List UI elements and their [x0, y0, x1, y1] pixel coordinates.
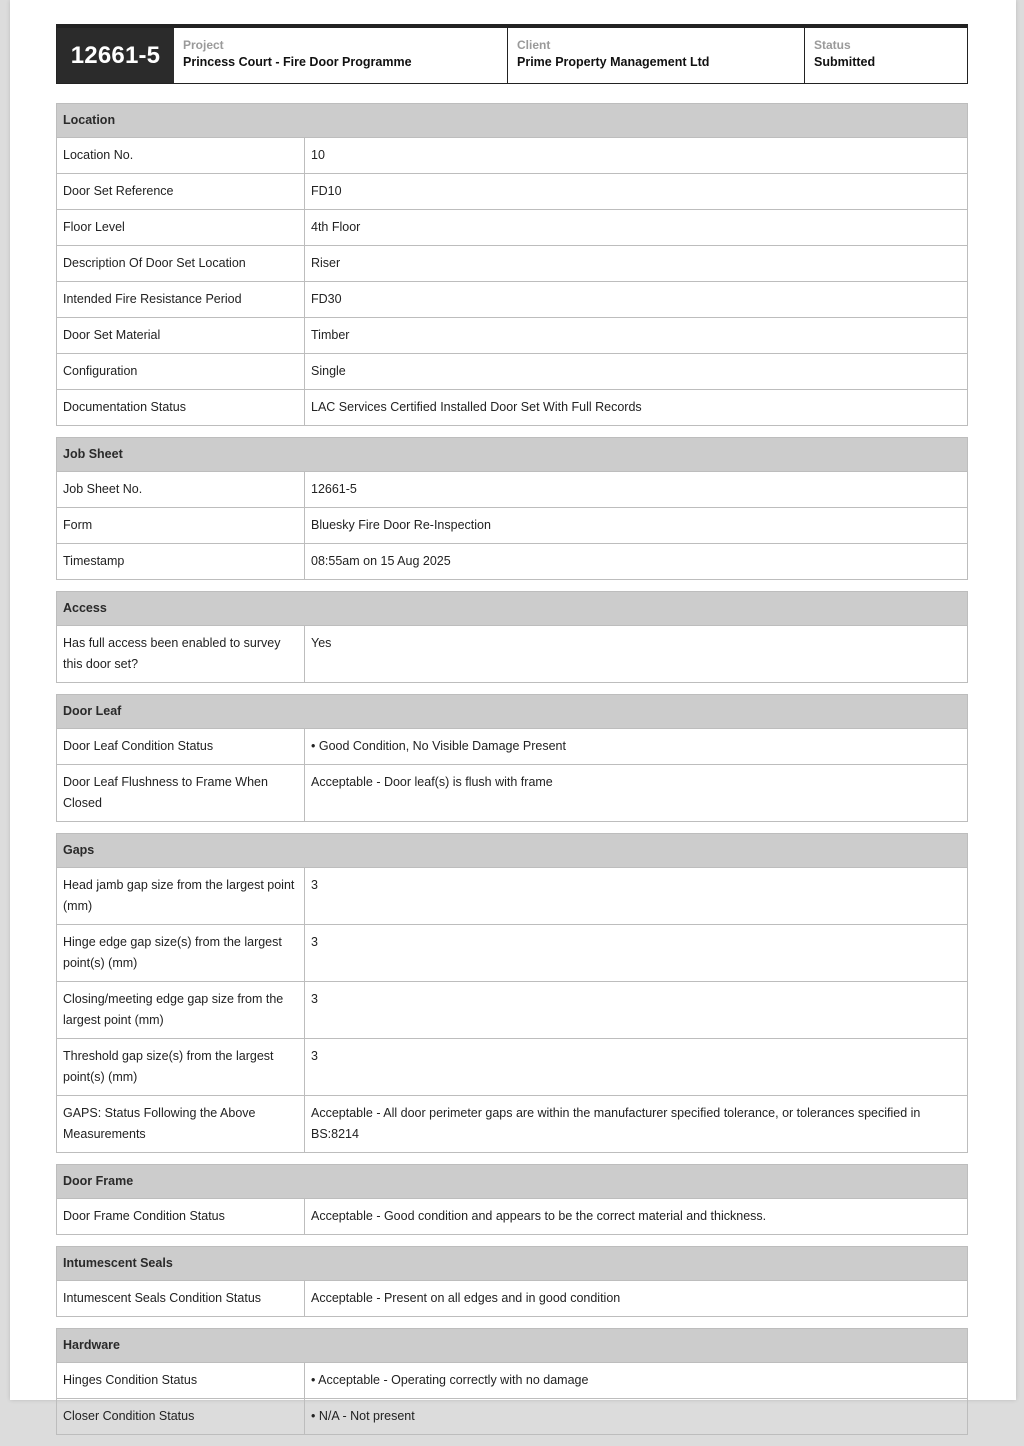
table-row [57, 507, 967, 543]
table-row [57, 764, 967, 821]
table-row [57, 353, 967, 389]
section-title: Intumescent Seals [57, 1247, 967, 1280]
field-value: 3 [311, 1049, 318, 1063]
field-label: Door Frame Condition Status [57, 1199, 305, 1234]
section-title: Job Sheet [57, 438, 967, 471]
field-label: Job Sheet No. [57, 472, 305, 507]
field-label: Door Set Material [57, 318, 305, 353]
field-label: Description Of Door Set Location [57, 246, 305, 281]
section-door-leaf [56, 694, 968, 822]
field-value: • N/A - Not present [311, 1409, 415, 1423]
field-label: Door Leaf Condition Status [57, 729, 305, 764]
field-value: Bluesky Fire Door Re-Inspection [311, 518, 491, 532]
field-label: Closer Condition Status [57, 1399, 305, 1434]
field-label: Form [57, 508, 305, 543]
section-title: Door Frame [57, 1165, 967, 1198]
table-row [57, 1362, 967, 1398]
field-value: • Acceptable - Operating correctly with no damage [311, 1373, 589, 1387]
table-row [57, 924, 967, 981]
section-title: Access [57, 592, 967, 625]
field-label: Hinge edge gap size(s) from the largest point(s) (mm) [57, 925, 305, 981]
field-label: Configuration [57, 354, 305, 389]
project-value: Princess Court - Fire Door Programme [183, 55, 412, 69]
field-value: 4th Floor [311, 220, 361, 234]
status-value: Submitted [814, 55, 876, 69]
field-label: Documentation Status [57, 390, 305, 425]
field-label: Head jamb gap size from the largest point (mm) [57, 868, 305, 924]
field-label: Location No. [57, 138, 305, 173]
table-row [57, 245, 967, 281]
field-label: GAPS: Status Following the Above Measurements [57, 1096, 305, 1152]
field-label: Floor Level [57, 210, 305, 245]
field-value: Acceptable - Good condition and appears to be the correct material and thickness. [311, 1209, 767, 1223]
table-row [57, 981, 967, 1038]
field-value: 3 [311, 935, 318, 949]
field-label: Has full access been enabled to survey this door set? [57, 626, 305, 682]
project-cell [174, 28, 507, 83]
section-title: Gaps [57, 834, 967, 867]
job-header [56, 24, 968, 84]
field-label: Hinges Condition Status [57, 1363, 305, 1398]
section-title: Location [57, 104, 967, 137]
inspection-sections [56, 103, 968, 1446]
status-label: Status [814, 38, 851, 52]
table-row [57, 1198, 967, 1234]
field-value: Timber [311, 328, 350, 342]
project-label: Project [183, 38, 224, 52]
field-label: Threshold gap size(s) from the largest point(s) (mm) [57, 1039, 305, 1095]
table-row [57, 625, 967, 682]
section-gaps [56, 833, 968, 1153]
section-intumescent-seals [56, 1246, 968, 1317]
section-title: Hardware [57, 1329, 967, 1362]
table-row [57, 209, 967, 245]
field-label: Door Leaf Flushness to Frame When Closed [57, 765, 305, 821]
field-value: • Good Condition, No Visible Damage Present [311, 739, 566, 753]
field-value: FD30 [311, 292, 342, 306]
field-value: Yes [311, 636, 332, 650]
section-door-frame [56, 1164, 968, 1235]
field-value: Riser [311, 256, 341, 270]
field-value: LAC Services Certified Installed Door Set With Full Records [311, 400, 642, 414]
field-value: FD10 [311, 184, 342, 198]
field-value: Acceptable - All door perimeter gaps are within the manufacturer specified tolerance, or tolerances specified in BS:8214 [311, 1106, 921, 1141]
table-row [57, 281, 967, 317]
table-row [57, 1038, 967, 1095]
table-row [57, 137, 967, 173]
field-value: 12661-5 [311, 482, 357, 496]
field-value: 10 [311, 148, 325, 162]
document-page [10, 0, 1016, 1423]
job-number: 12661-5 [57, 28, 174, 83]
table-row [57, 173, 967, 209]
table-row [57, 1280, 967, 1316]
field-value: Single [311, 364, 346, 378]
table-row [57, 867, 967, 924]
field-value: 08:55am on 15 Aug 2025 [311, 554, 451, 568]
table-row [57, 471, 967, 507]
table-row [57, 1398, 967, 1434]
table-row [57, 389, 967, 425]
field-label: Door Set Reference [57, 174, 305, 209]
client-value: Prime Property Management Ltd [517, 55, 710, 69]
table-row [57, 728, 967, 764]
status-cell [804, 28, 967, 83]
field-value: Acceptable - Door leaf(s) is flush with frame [311, 775, 553, 789]
field-label: Intumescent Seals Condition Status [57, 1281, 305, 1316]
field-label: Closing/meeting edge gap size from the largest point (mm) [57, 982, 305, 1038]
table-row [57, 317, 967, 353]
section-location [56, 103, 968, 426]
section-access [56, 591, 968, 683]
field-value: Acceptable - Present on all edges and in good condition [311, 1291, 621, 1305]
section-hardware [56, 1328, 968, 1435]
section-title: Door Leaf [57, 695, 967, 728]
field-value: 3 [311, 878, 318, 892]
section-job-sheet [56, 437, 968, 580]
client-cell [507, 28, 804, 83]
field-value: 3 [311, 992, 318, 1006]
field-label: Timestamp [57, 544, 305, 579]
table-row [57, 1095, 967, 1152]
field-label: Intended Fire Resistance Period [57, 282, 305, 317]
client-label: Client [517, 38, 551, 52]
table-row [57, 543, 967, 579]
